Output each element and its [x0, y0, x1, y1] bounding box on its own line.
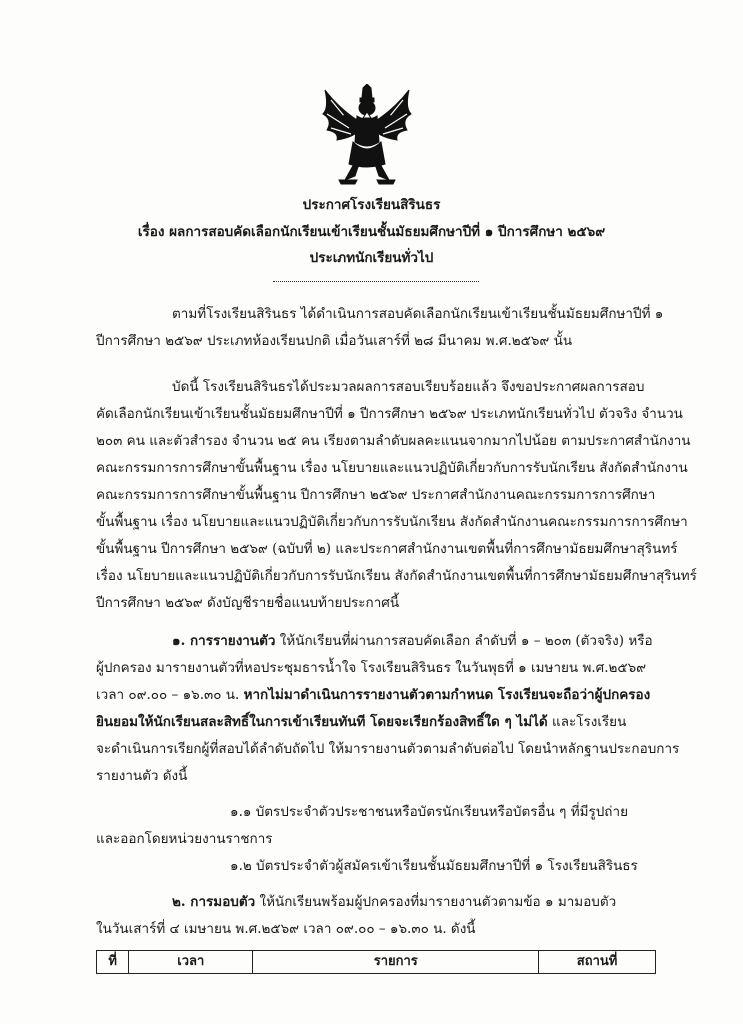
body-line: ขั้นพื้นฐาน เรื่อง นโยบายและแนวปฏิบัติเกี่ยวกับการรับนักเรียน สังกัดสำนักงานคณะกรรมการการศึกษา: [96, 514, 688, 530]
table-header: ที่: [97, 951, 129, 974]
section1-time: เวลา ๐๙.๐๐ – ๑๖.๓๐ น.: [96, 687, 244, 703]
section1-warning: หากไม่มาดำเนินการรายงานตัวตามกำหนด โรงเรียนจะถือว่าผู้ปกครอง: [243, 687, 651, 703]
body-line: ขั้นพื้นฐาน ปีการศึกษา ๒๕๖๙ (ฉบับที่ ๒) และประกาศสำนักงานเขตพื้นที่การศึกษามัธยมศึกษาสุรินทร์: [96, 541, 678, 557]
section1-text: ให้นักเรียนที่ผ่านการสอบคัดเลือก ลำดับที่ ๑ – ๒๐๓ (ตัวจริง) หรือ: [275, 633, 653, 649]
section2-line: [172, 893, 616, 911]
dotted-separator: [273, 281, 479, 282]
section2-line: ในวันเสาร์ที่ ๔ เมษายน พ.ศ.๒๕๖๙ เวลา ๐๙.๐๐ – ๑๖.๓๐ น. ดังนี้: [96, 921, 476, 937]
section1-line: จะดำเนินการเรียกผู้ที่สอบได้ลำดับถัดไป ให้มารายงานตัวตามลำดับต่อไป โดยนำหลักฐานประกอบการ: [96, 741, 680, 757]
section1-line: [172, 632, 653, 650]
announcement-title: ประกาศโรงเรียนสิรินธร: [302, 197, 441, 213]
section1-sub-item: ๑.๒ บัตรประจำตัวผู้สมัครเข้าเรียนชั้นมัธยมศึกษาปีที่ ๑ โรงเรียนสิรินธร: [230, 858, 638, 874]
announcement-category: ประเภทนักเรียนทั่วไป: [309, 250, 434, 266]
section1-line: ผู้ปกครอง มารายงานตัวที่หอประชุมธารน้ำใจ โรงเรียนสิรินธร ในวันพุธที่ ๑ เมษายน พ.ศ.๒๕๖๙: [96, 660, 647, 676]
section2-text: ให้นักเรียนพร้อมผู้ปกครองที่มารายงานตัวตามข้อ ๑ มามอบตัว: [255, 894, 617, 910]
section1-heading: ๑. การรายงานตัว: [172, 633, 276, 649]
intro-line: ปีการศึกษา ๒๕๖๙ ประเภทห้องเรียนปกติ เมื่อวันเสาร์ที่ ๒๘ มีนาคม พ.ศ.๒๕๖๙ นั้น: [96, 333, 573, 349]
section1-sub-item: ๑.๑ บัตรประจำตัวประชาชนหรือบัตรนักเรียนหรือบัตรอื่น ๆ ที่มีรูปถ่าย: [230, 804, 628, 820]
body-line: คณะกรรมการการศึกษาขั้นพื้นฐาน ปีการศึกษา ๒๕๖๙ ประกาศสำนักงานคณะกรรมการการศึกษา: [96, 487, 656, 503]
table-header: รายการ: [253, 951, 539, 974]
section1-text: และโรงเรียน: [547, 714, 627, 730]
garuda-emblem-icon: [319, 84, 415, 186]
intro-line: ตามที่โรงเรียนสิรินธร ได้ดำเนินการสอบคัดเลือกนักเรียนเข้าเรียนชั้นมัธยมศึกษาปีที่ ๑: [172, 306, 664, 322]
body-line: บัดนี้ โรงเรียนสิรินธรได้ประมวลผลการสอบเรียบร้อยแล้ว จึงขอประกาศผลการสอบ: [172, 379, 645, 395]
schedule-table: [96, 950, 656, 974]
body-line: คณะกรรมการการศึกษาขั้นพื้นฐาน เรื่อง นโยบายและแนวปฏิบัติเกี่ยวกับการรับนักเรียน สังกัดสำนักงาน: [96, 460, 688, 476]
body-line: ปีการศึกษา ๒๕๖๙ ดังบัญชีรายชื่อแนบท้ายประกาศนี้: [96, 595, 400, 611]
body-line: คัดเลือกนักเรียนเข้าเรียนชั้นมัธยมศึกษาปีที่ ๑ ปีการศึกษา ๒๕๖๙ ประเภทนักเรียนทั่วไป ตัวจริง จำนวน: [96, 406, 683, 422]
announcement-subject: เรื่อง ผลการสอบคัดเลือกนักเรียนเข้าเรียนชั้นมัธยมศึกษาปีที่ ๑ ปีการศึกษา ๒๕๖๙: [137, 224, 606, 240]
section1-line: [96, 686, 650, 704]
section1-line: [96, 713, 626, 731]
section1-warning: ยินยอมให้นักเรียนสละสิทธิ์ในการเข้าเรียนทันที โดยจะเรียกร้องสิทธิ์ใด ๆ ไม่ได้: [96, 714, 548, 730]
table-header-row: [97, 951, 656, 974]
section2-heading: ๒. การมอบตัว: [172, 894, 256, 910]
section1-sub-item: และออกโดยหน่วยงานราชการ: [96, 831, 273, 847]
body-line: ๒๐๓ คน และตัวสำรอง จำนวน ๒๕ คน เรียงตามลำดับผลคะแนนจากมากไปน้อย ตามประกาศสำนักงาน: [96, 433, 691, 449]
section1-line: รายงานตัว ดังนี้: [96, 768, 188, 784]
table-header: เวลา: [129, 951, 253, 974]
table-header: สถานที่: [539, 951, 656, 974]
body-line: เรื่อง นโยบายและแนวปฏิบัติเกี่ยวกับการรับนักเรียน สังกัดสำนักงานเขตพื้นที่การศึกษามัธยมศึกษาสุรินทร์: [96, 568, 697, 584]
